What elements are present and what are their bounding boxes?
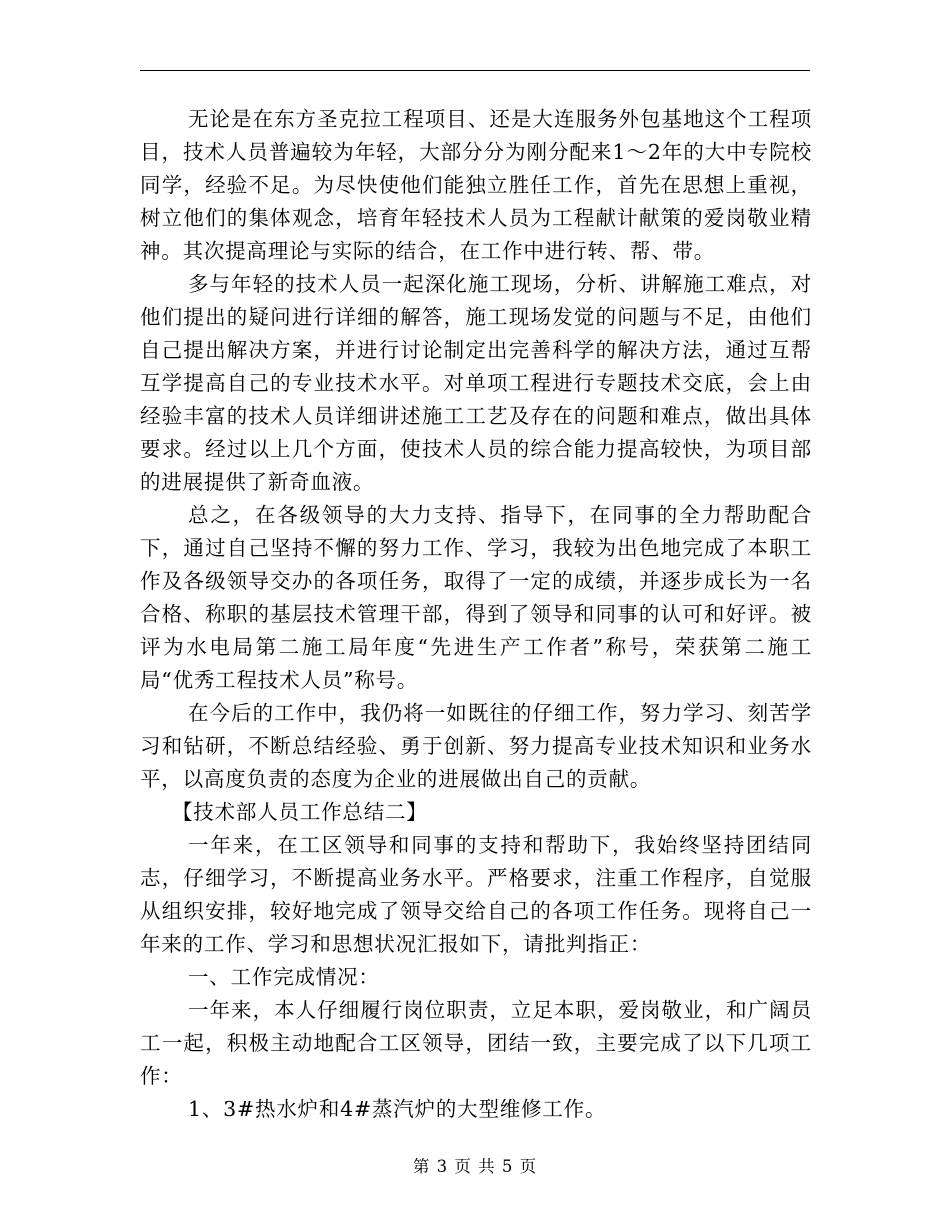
header-rule [140,70,810,71]
paragraph-2: 多与年轻的技术人员一起深化施工现场，分析、讲解施工难点，对他们提出的疑问进行详细的解答，施工现场发觉的问题与不足，由他们自己提出解决方案，并进行讨论制定出完善科学的解决方法，通过互帮互学提高自己的专业技术水平。对单项工程进行专题技术交底，会上由经验丰富的技术人员详细讲述施工工艺及存在的问题和难点，做出具体要求。经过以上几个方面，使技术人员的综合能力提高较快，为项目部的进展提供了新奇血液。 [140,272,812,494]
page-footer: 第 3 页 共 5 页 [412,1157,538,1176]
paragraph-3: 总之，在各级领导的大力支持、指导下，在同事的全力帮助配合下，通过自己坚持不懈的努力工作、学习，我较为出色地完成了本职工作及各级领导交办的各项任务，取得了一定的成绩，并逐步成长为一名合格、称职的基层技术管理干部，得到了领导和同事的认可和好评。被评为水电局第二施工局年度“先进生产工作者”称号，荣获第二施工局“优秀工程技术人员”称号。 [140,503,812,692]
list-item-1: 1、3#热水炉和4#蒸汽炉的大型维修工作。 [188,1097,607,1121]
paragraph-6: 一年来，本人仔细履行岗位职责，立足本职，爱岗敬业，和广阔员工一起，积极主动地配合工区领导，团结一致，主要完成了以下几项工作： [140,998,812,1088]
paragraph-4: 在今后的工作中，我仍将一如既往的仔细工作，努力学习、刻苦学习和钻研，不断总结经验、勇于创新、努力提高专业技术知识和业务水平，以高度负责的态度为企业的进展做出自己的贡献。 [140,701,812,791]
section-heading: 【技术部人员工作总结二】 [172,800,428,824]
subheading-work-status: 一、工作完成情况： [188,965,380,989]
document-body [140,103,812,1126]
paragraph-1: 无论是在东方圣克拉工程项目、还是大连服务外包基地这个工程项目，技术人员普遍较为年轻，大部分分为刚分配来1～2年的大中专院校同学，经验不足。为尽快使他们能独立胜任工作，首先在思想上重视，树立他们的集体观念，培育年轻技术人员为工程献计献策的爱岗敬业精神。其次提高理论与实际的结合，在工作中进行转、帮、带。 [140,107,812,263]
paragraph-5: 一年来，在工区领导和同事的支持和帮助下，我始终坚持团结同志，仔细学习，不断提高业务水平。严格要求，注重工作程序，自觉服从组织安排，较好地完成了领导交给自己的各项工作任务。现将自己一年来的工作、学习和思想状况汇报如下，请批判指正： [140,833,812,956]
